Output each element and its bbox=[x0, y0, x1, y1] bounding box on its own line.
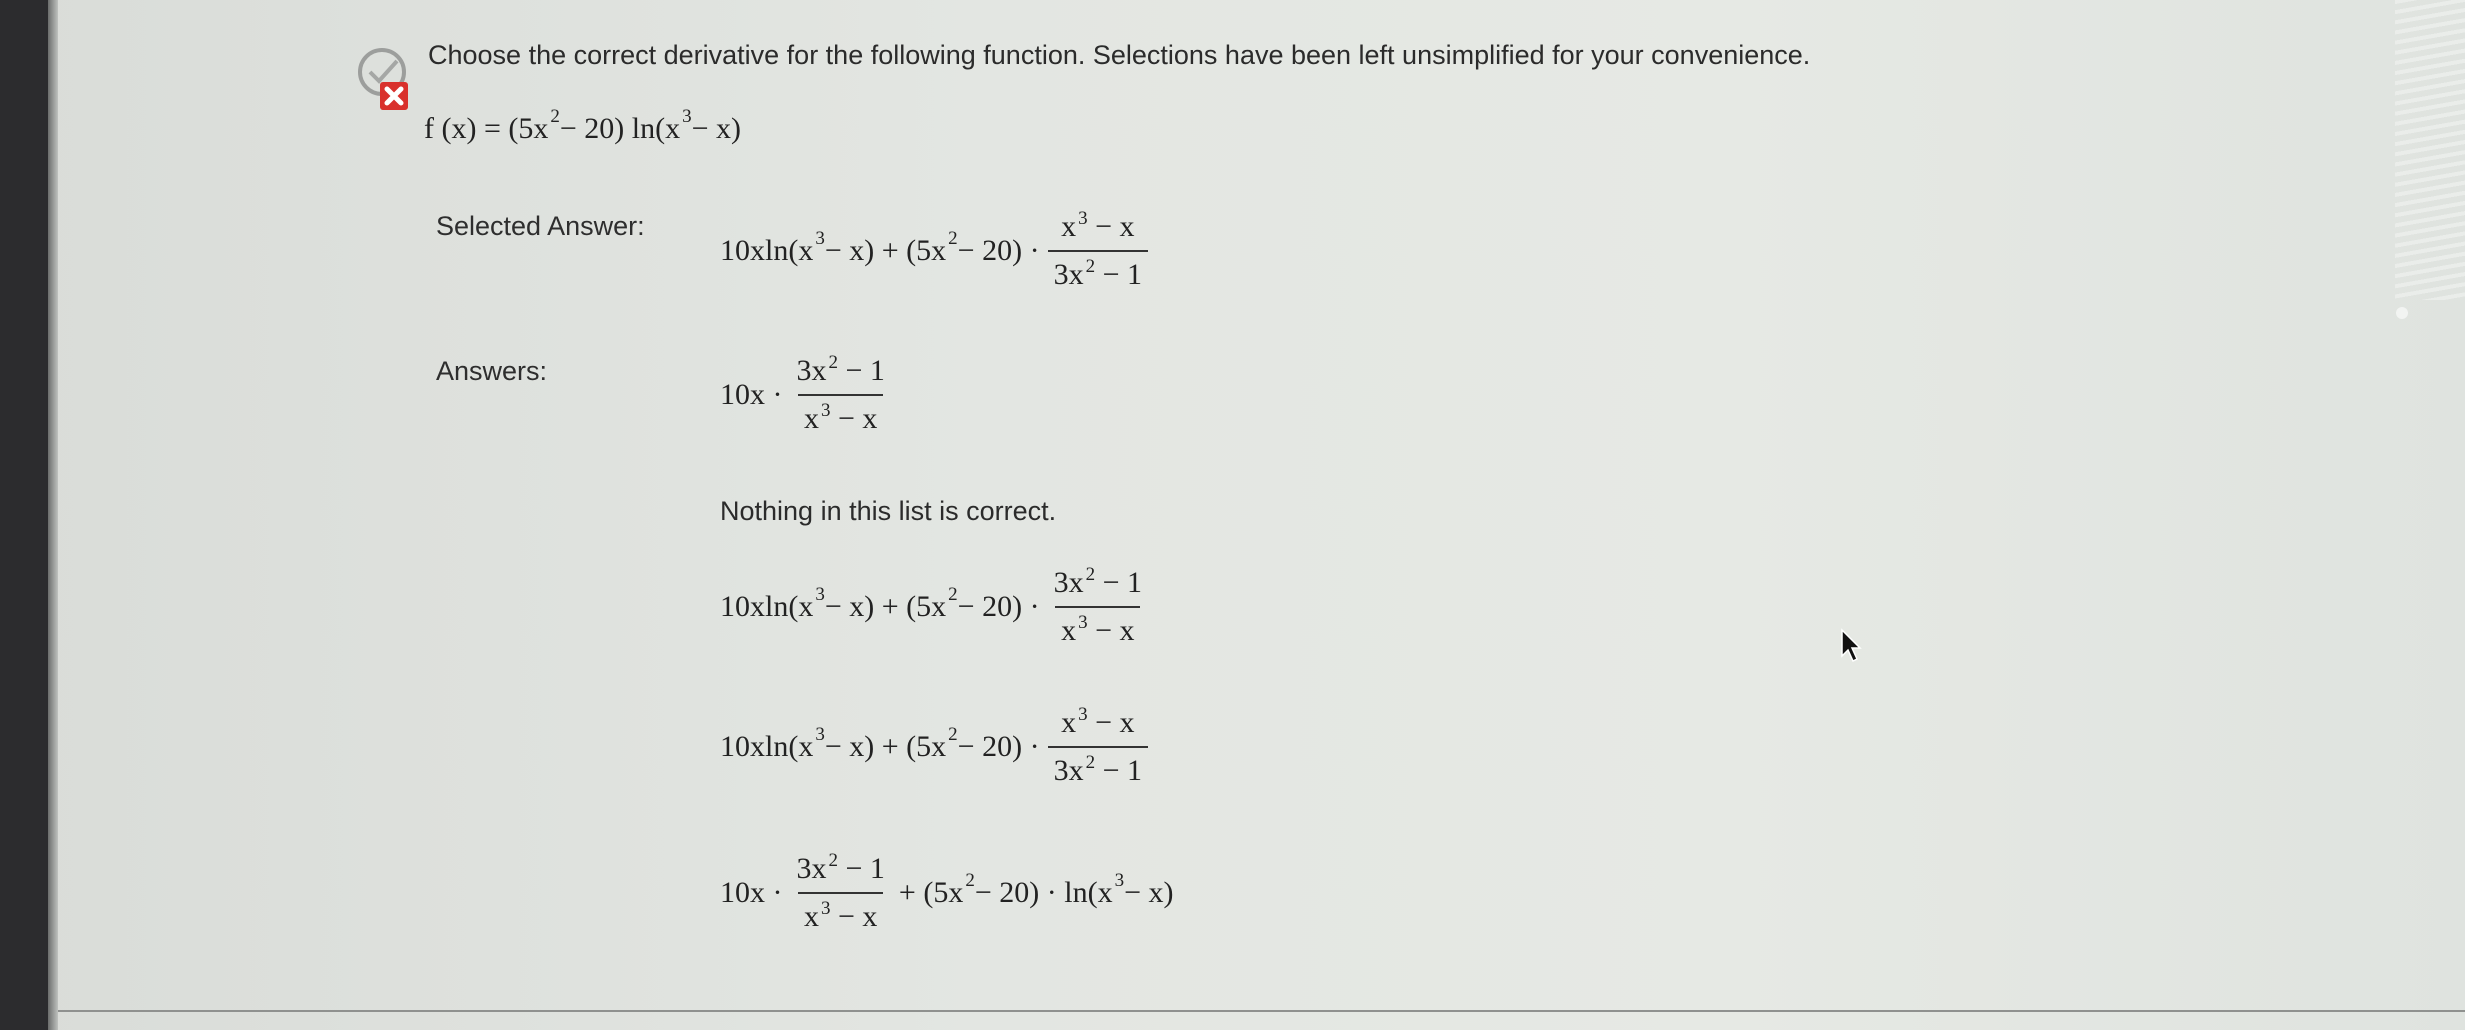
a3-den-e: 3 bbox=[1078, 612, 1088, 633]
a5-den-b: − x bbox=[838, 900, 878, 933]
a3-num-e: 2 bbox=[1085, 564, 1096, 585]
a5-fraction bbox=[791, 852, 891, 934]
answers-label: Answers: bbox=[436, 356, 548, 386]
a4-num-a: x bbox=[1061, 706, 1077, 739]
a4-m1: − x) + (5x bbox=[824, 730, 947, 763]
mouse-cursor-icon bbox=[1840, 628, 1864, 669]
sel-den-e: 2 bbox=[1085, 256, 1096, 277]
a1-num-b: − 1 bbox=[845, 354, 885, 387]
a4-num-b: − x bbox=[1095, 706, 1135, 739]
fn-exp2: 3 bbox=[682, 106, 692, 127]
a3-m1: − x) + (5x bbox=[824, 590, 947, 623]
sel-m2: − 20) · bbox=[957, 234, 1040, 267]
a5-post3: − x) bbox=[1124, 876, 1174, 909]
a3-num-b: − 1 bbox=[1102, 566, 1142, 599]
a3-m2: − 20) · bbox=[957, 590, 1040, 623]
a3-den-a: x bbox=[1061, 614, 1077, 647]
answer-option-5 bbox=[720, 852, 1174, 934]
a5-pre: 10x · bbox=[720, 876, 783, 909]
answer-option-2: Nothing in this list is correct. bbox=[720, 496, 1057, 526]
selected-answer-label: Selected Answer: bbox=[436, 211, 645, 241]
sel-den-a: 3x bbox=[1053, 258, 1084, 291]
sel-fraction bbox=[1048, 210, 1148, 292]
monitor-bezel bbox=[0, 0, 48, 1030]
a4-e2: 2 bbox=[948, 724, 958, 745]
a1-den-e: 3 bbox=[821, 400, 831, 421]
a4-fraction bbox=[1048, 706, 1148, 788]
a4-e1: 3 bbox=[815, 724, 825, 745]
a5-den-e: 3 bbox=[821, 898, 831, 919]
sel-den-b: − 1 bbox=[1102, 258, 1142, 291]
a4-den-e: 2 bbox=[1085, 752, 1096, 773]
screen-glare bbox=[2395, 0, 2465, 300]
a4-num-e: 3 bbox=[1078, 704, 1088, 725]
a1-den-a: x bbox=[804, 402, 819, 435]
a4-den-b: − 1 bbox=[1102, 754, 1142, 787]
a3-den-b: − x bbox=[1095, 614, 1135, 647]
answer-option-3 bbox=[720, 566, 1156, 648]
incorrect-x-icon bbox=[350, 44, 416, 114]
a3-e1: 3 bbox=[815, 584, 825, 605]
a1-num-e: 2 bbox=[828, 352, 838, 373]
a5-num-e: 2 bbox=[828, 850, 838, 871]
a4-den-a: 3x bbox=[1053, 754, 1084, 787]
a5-pe1: 2 bbox=[965, 870, 975, 891]
content-divider bbox=[58, 1010, 2465, 1012]
fn-exp1: 2 bbox=[550, 106, 560, 127]
function-expression bbox=[424, 106, 742, 146]
sel-m1: − x) + (5x bbox=[824, 234, 947, 267]
a4-pre: 10xln(x bbox=[720, 730, 814, 763]
a3-fraction bbox=[1048, 566, 1148, 648]
sel-num-a: x bbox=[1061, 210, 1077, 243]
question-text: Choose the correct derivative for the following function. Selections have been left unsimplified for your convenience. bbox=[428, 40, 1811, 70]
sel-num-b: − x bbox=[1095, 210, 1135, 243]
sel-num-e: 3 bbox=[1078, 208, 1088, 229]
answer-option-4 bbox=[720, 706, 1156, 788]
fn-end: − x) bbox=[691, 112, 742, 145]
a5-num-b: − 1 bbox=[845, 852, 885, 885]
a3-e2: 2 bbox=[948, 584, 958, 605]
a1-den-b: − x bbox=[838, 402, 878, 435]
fn-mid: − 20) ln(x bbox=[559, 112, 681, 145]
a5-post2: − 20) · ln(x bbox=[974, 876, 1113, 909]
a3-num-a: 3x bbox=[1053, 566, 1084, 599]
a5-den-a: x bbox=[804, 900, 819, 933]
screen-speck bbox=[2396, 307, 2408, 319]
a5-num-a: 3x bbox=[796, 852, 827, 885]
a1-pre: 10x · bbox=[720, 378, 783, 411]
a3-pre: 10xln(x bbox=[720, 590, 814, 623]
a5-post1: + (5x bbox=[898, 876, 964, 909]
a1-num-a: 3x bbox=[796, 354, 827, 387]
sel-e1: 3 bbox=[815, 228, 825, 249]
fn-lhs: f (x) = (5x bbox=[424, 112, 549, 145]
bezel-edge bbox=[48, 0, 58, 1030]
selected-answer-expression bbox=[720, 210, 1156, 292]
sel-e2: 2 bbox=[948, 228, 958, 249]
answer-option-1 bbox=[720, 354, 899, 436]
a1-fraction bbox=[791, 354, 891, 436]
a5-pe2: 3 bbox=[1114, 870, 1125, 891]
a4-m2: − 20) · bbox=[957, 730, 1040, 763]
sel-pre: 10xln(x bbox=[720, 234, 814, 267]
